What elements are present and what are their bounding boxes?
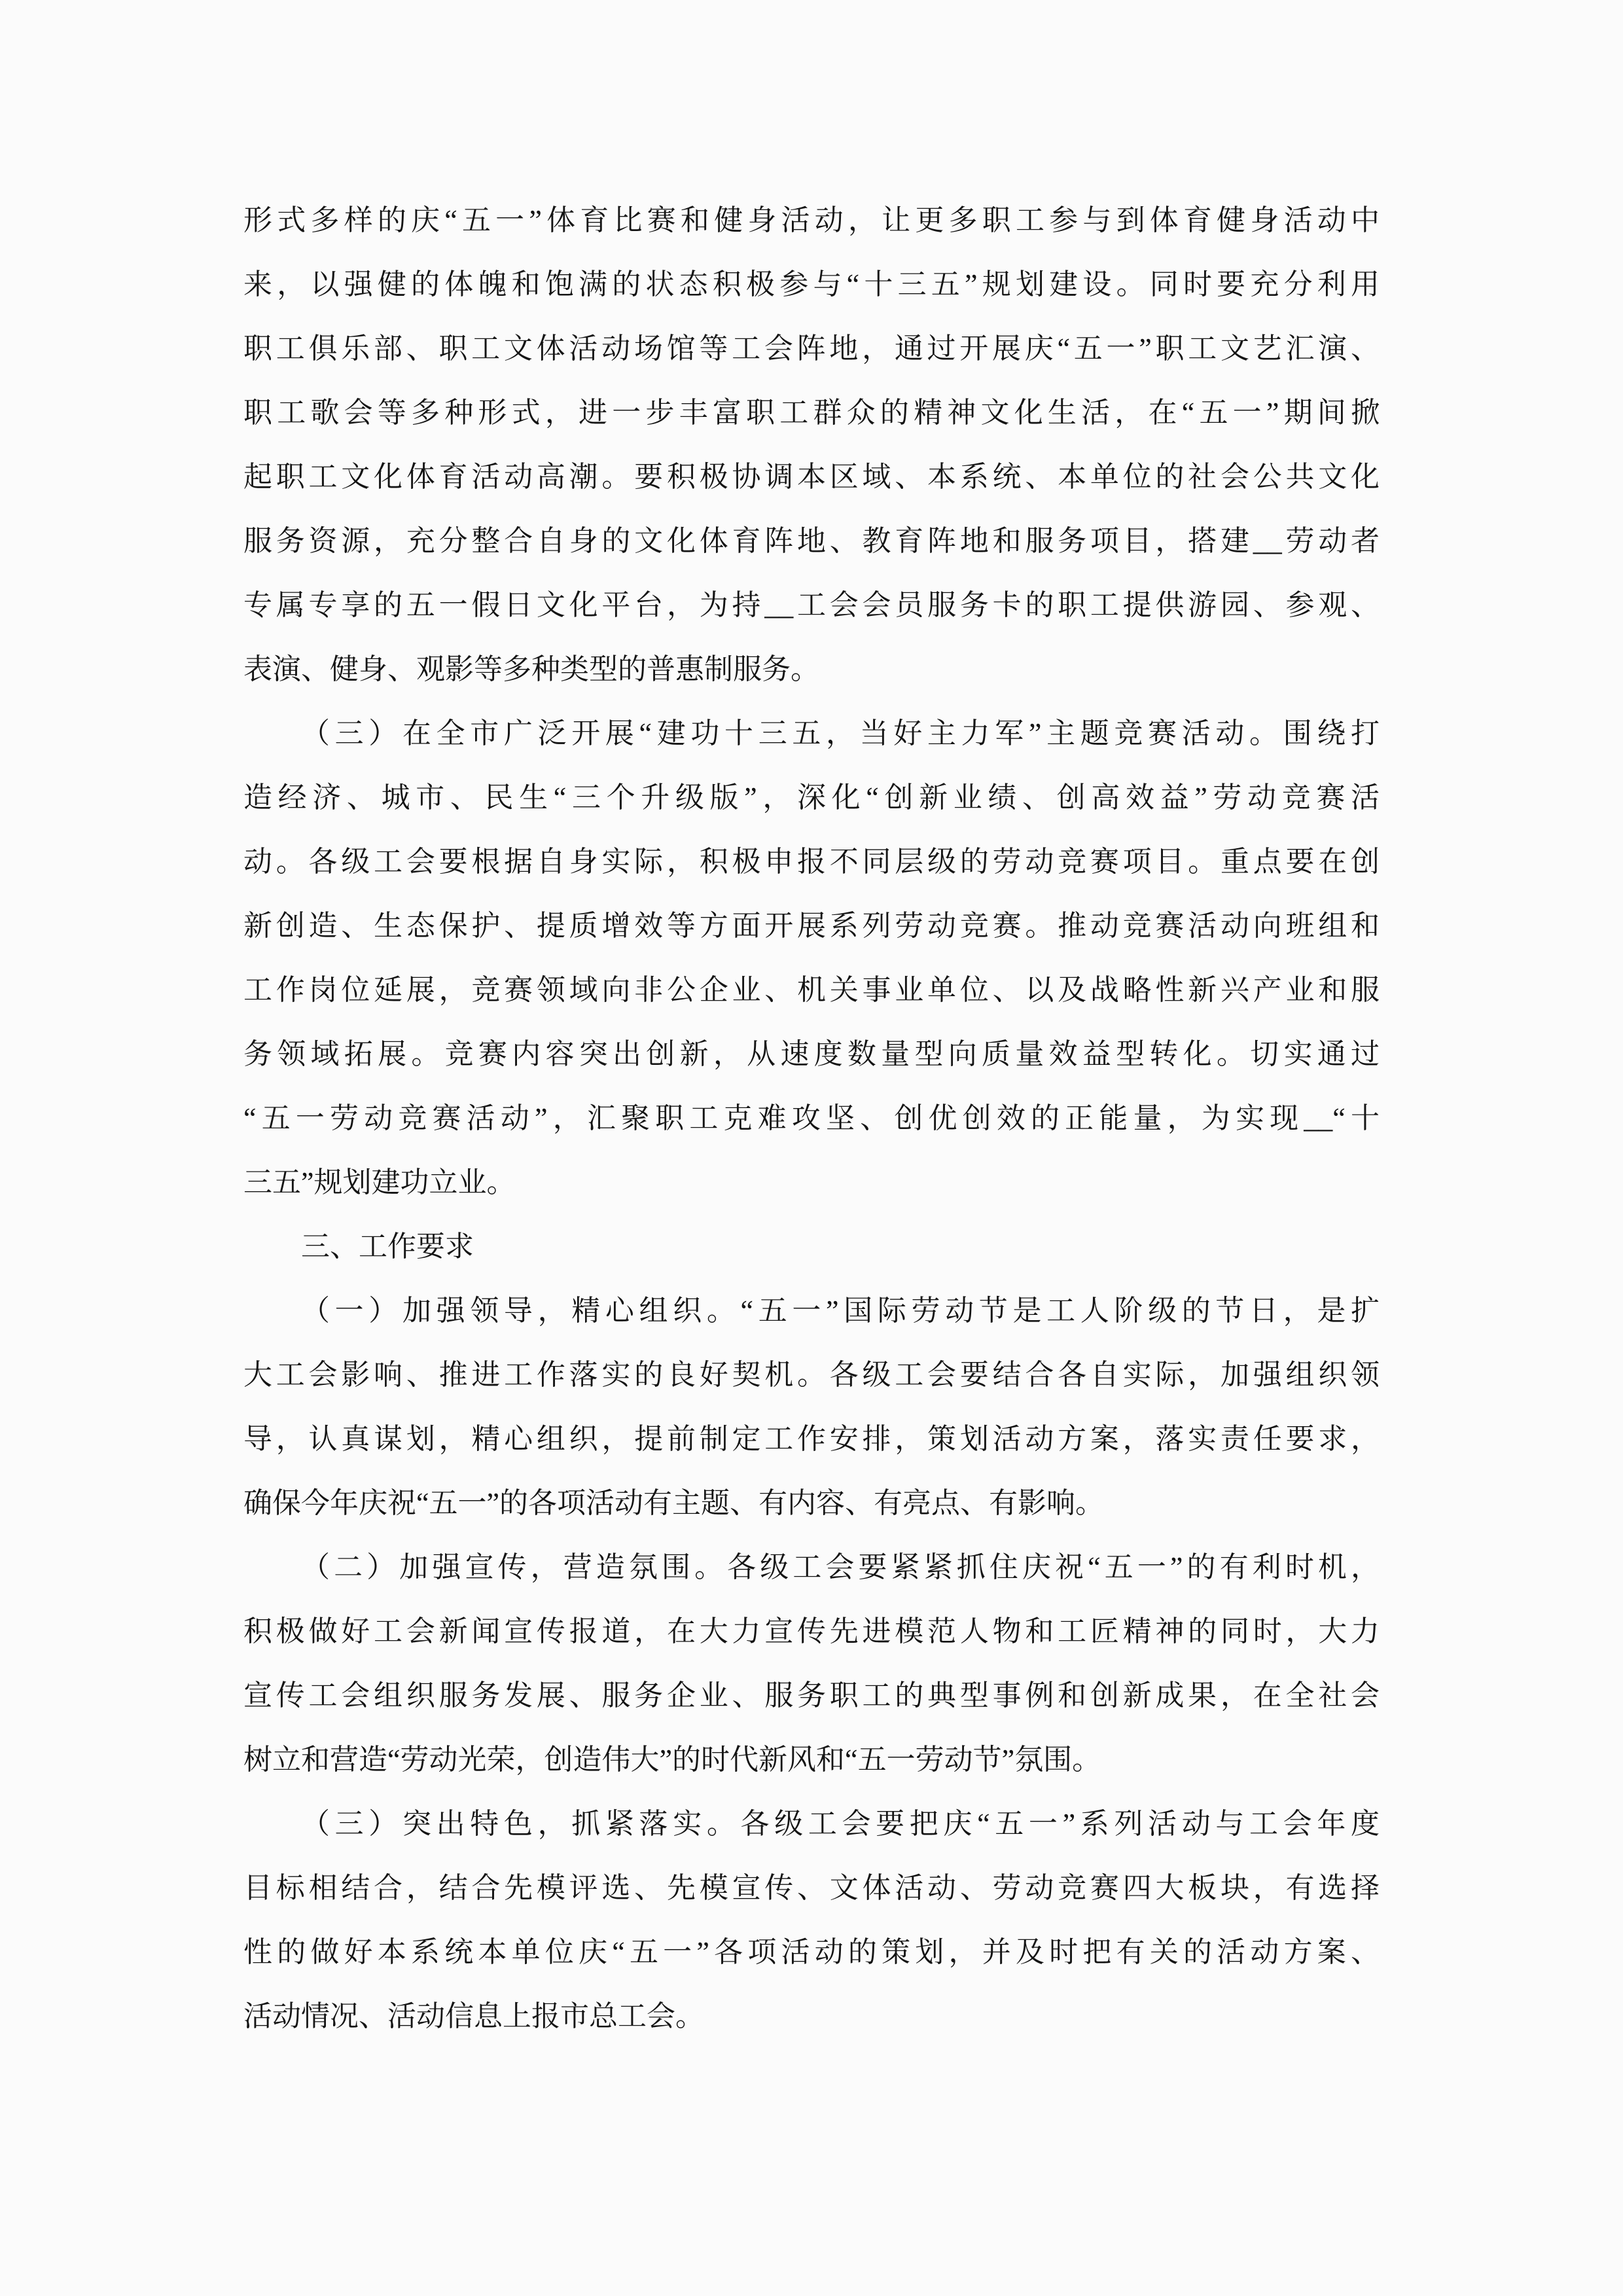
text-line: 三五”规划建功立业。 — [243, 1166, 516, 1198]
text-line: 活动情况、活动信息上报市总工会。 — [243, 2000, 704, 2032]
text-line: （二）加强宣传，营造氛围。各级工会要紧紧抓住庆祝“五一”的有利时机， — [301, 1551, 1380, 1583]
text-line: 工作岗位延展，竞赛领域向非公企业、机关事业单位、以及战略性新兴产业和服 — [243, 974, 1380, 1006]
document-body — [243, 188, 1380, 2049]
text-line: “五一劳动竞赛活动”，汇聚职工克难攻坚、创优创效的正能量，为实现__“十 — [243, 1102, 1380, 1134]
text-line: 性的做好本系统本单位庆“五一”各项活动的策划，并及时把有关的活动方案、 — [243, 1936, 1380, 1968]
text-line: 表演、健身、观影等多种类型的普惠制服务。 — [243, 653, 819, 685]
text-line: （一）加强领导，精心组织。“五一”国际劳动节是工人阶级的节日，是扩 — [301, 1295, 1380, 1327]
text-line: （三）突出特色，抓紧落实。各级工会要把庆“五一”系列活动与工会年度 — [301, 1808, 1380, 1840]
text-line: 树立和营造“劳动光荣，创造伟大”的时代新风和“五一劳动节”氛围。 — [243, 1744, 1101, 1776]
text-line: 三、工作要求 — [301, 1230, 474, 1263]
text-line: 服务资源，充分整合自身的文化体育阵地、教育阵地和服务项目，搭建__劳动者 — [243, 525, 1380, 557]
text-line: 大工会影响、推进工作落实的良好契机。各级工会要结合各自实际，加强组织领 — [243, 1359, 1380, 1391]
text-line: 职工俱乐部、职工文体活动场馆等工会阵地，通过开展庆“五一”职工文艺汇演、 — [243, 332, 1380, 365]
text-line: 导，认真谋划，精心组织，提前制定工作安排，策划活动方案，落实责任要求， — [243, 1423, 1380, 1455]
text-line: 形式多样的庆“五一”体育比赛和健身活动，让更多职工参与到体育健身活动中 — [243, 204, 1380, 236]
text-line: 起职工文化体育活动高潮。要积极协调本区域、本系统、本单位的社会公共文化 — [243, 461, 1380, 493]
text-line: 专属专享的五一假日文化平台，为持__工会会员服务卡的职工提供游园、参观、 — [243, 589, 1380, 621]
text-line: 目标相结合，结合先模评选、先模宣传、文体活动、劳动竞赛四大板块，有选择 — [243, 1872, 1380, 1904]
text-line: 积极做好工会新闻宣传报道，在大力宣传先进模范人物和工匠精神的同时，大力 — [243, 1615, 1380, 1647]
text-line: 确保今年庆祝“五一”的各项活动有主题、有内容、有亮点、有影响。 — [243, 1487, 1105, 1519]
text-line: 务领域拓展。竞赛内容突出创新，从速度数量型向质量效益型转化。切实通过 — [243, 1038, 1380, 1070]
text-line: 宣传工会组织服务发展、服务企业、服务职工的典型事例和创新成果，在全社会 — [243, 1679, 1380, 1712]
text-line: 动。各级工会要根据自身实际，积极申报不同层级的劳动竞赛项目。重点要在创 — [243, 846, 1380, 878]
text-line: （三）在全市广泛开展“建功十三五，当好主力军”主题竞赛活动。围绕打 — [301, 717, 1380, 749]
text-line: 新创造、生态保护、提质增效等方面开展系列劳动竞赛。推动竞赛活动向班组和 — [243, 910, 1380, 942]
text-line: 职工歌会等多种形式，进一步丰富职工群众的精神文化生活，在“五一”期间掀 — [243, 397, 1380, 429]
text-line: 来，以强健的体魄和饱满的状态积极参与“十三五”规划建设。同时要充分利用 — [243, 268, 1380, 300]
text-line: 造经济、城市、民生“三个升级版”，深化“创新业绩、创高效益”劳动竞赛活 — [243, 781, 1380, 814]
